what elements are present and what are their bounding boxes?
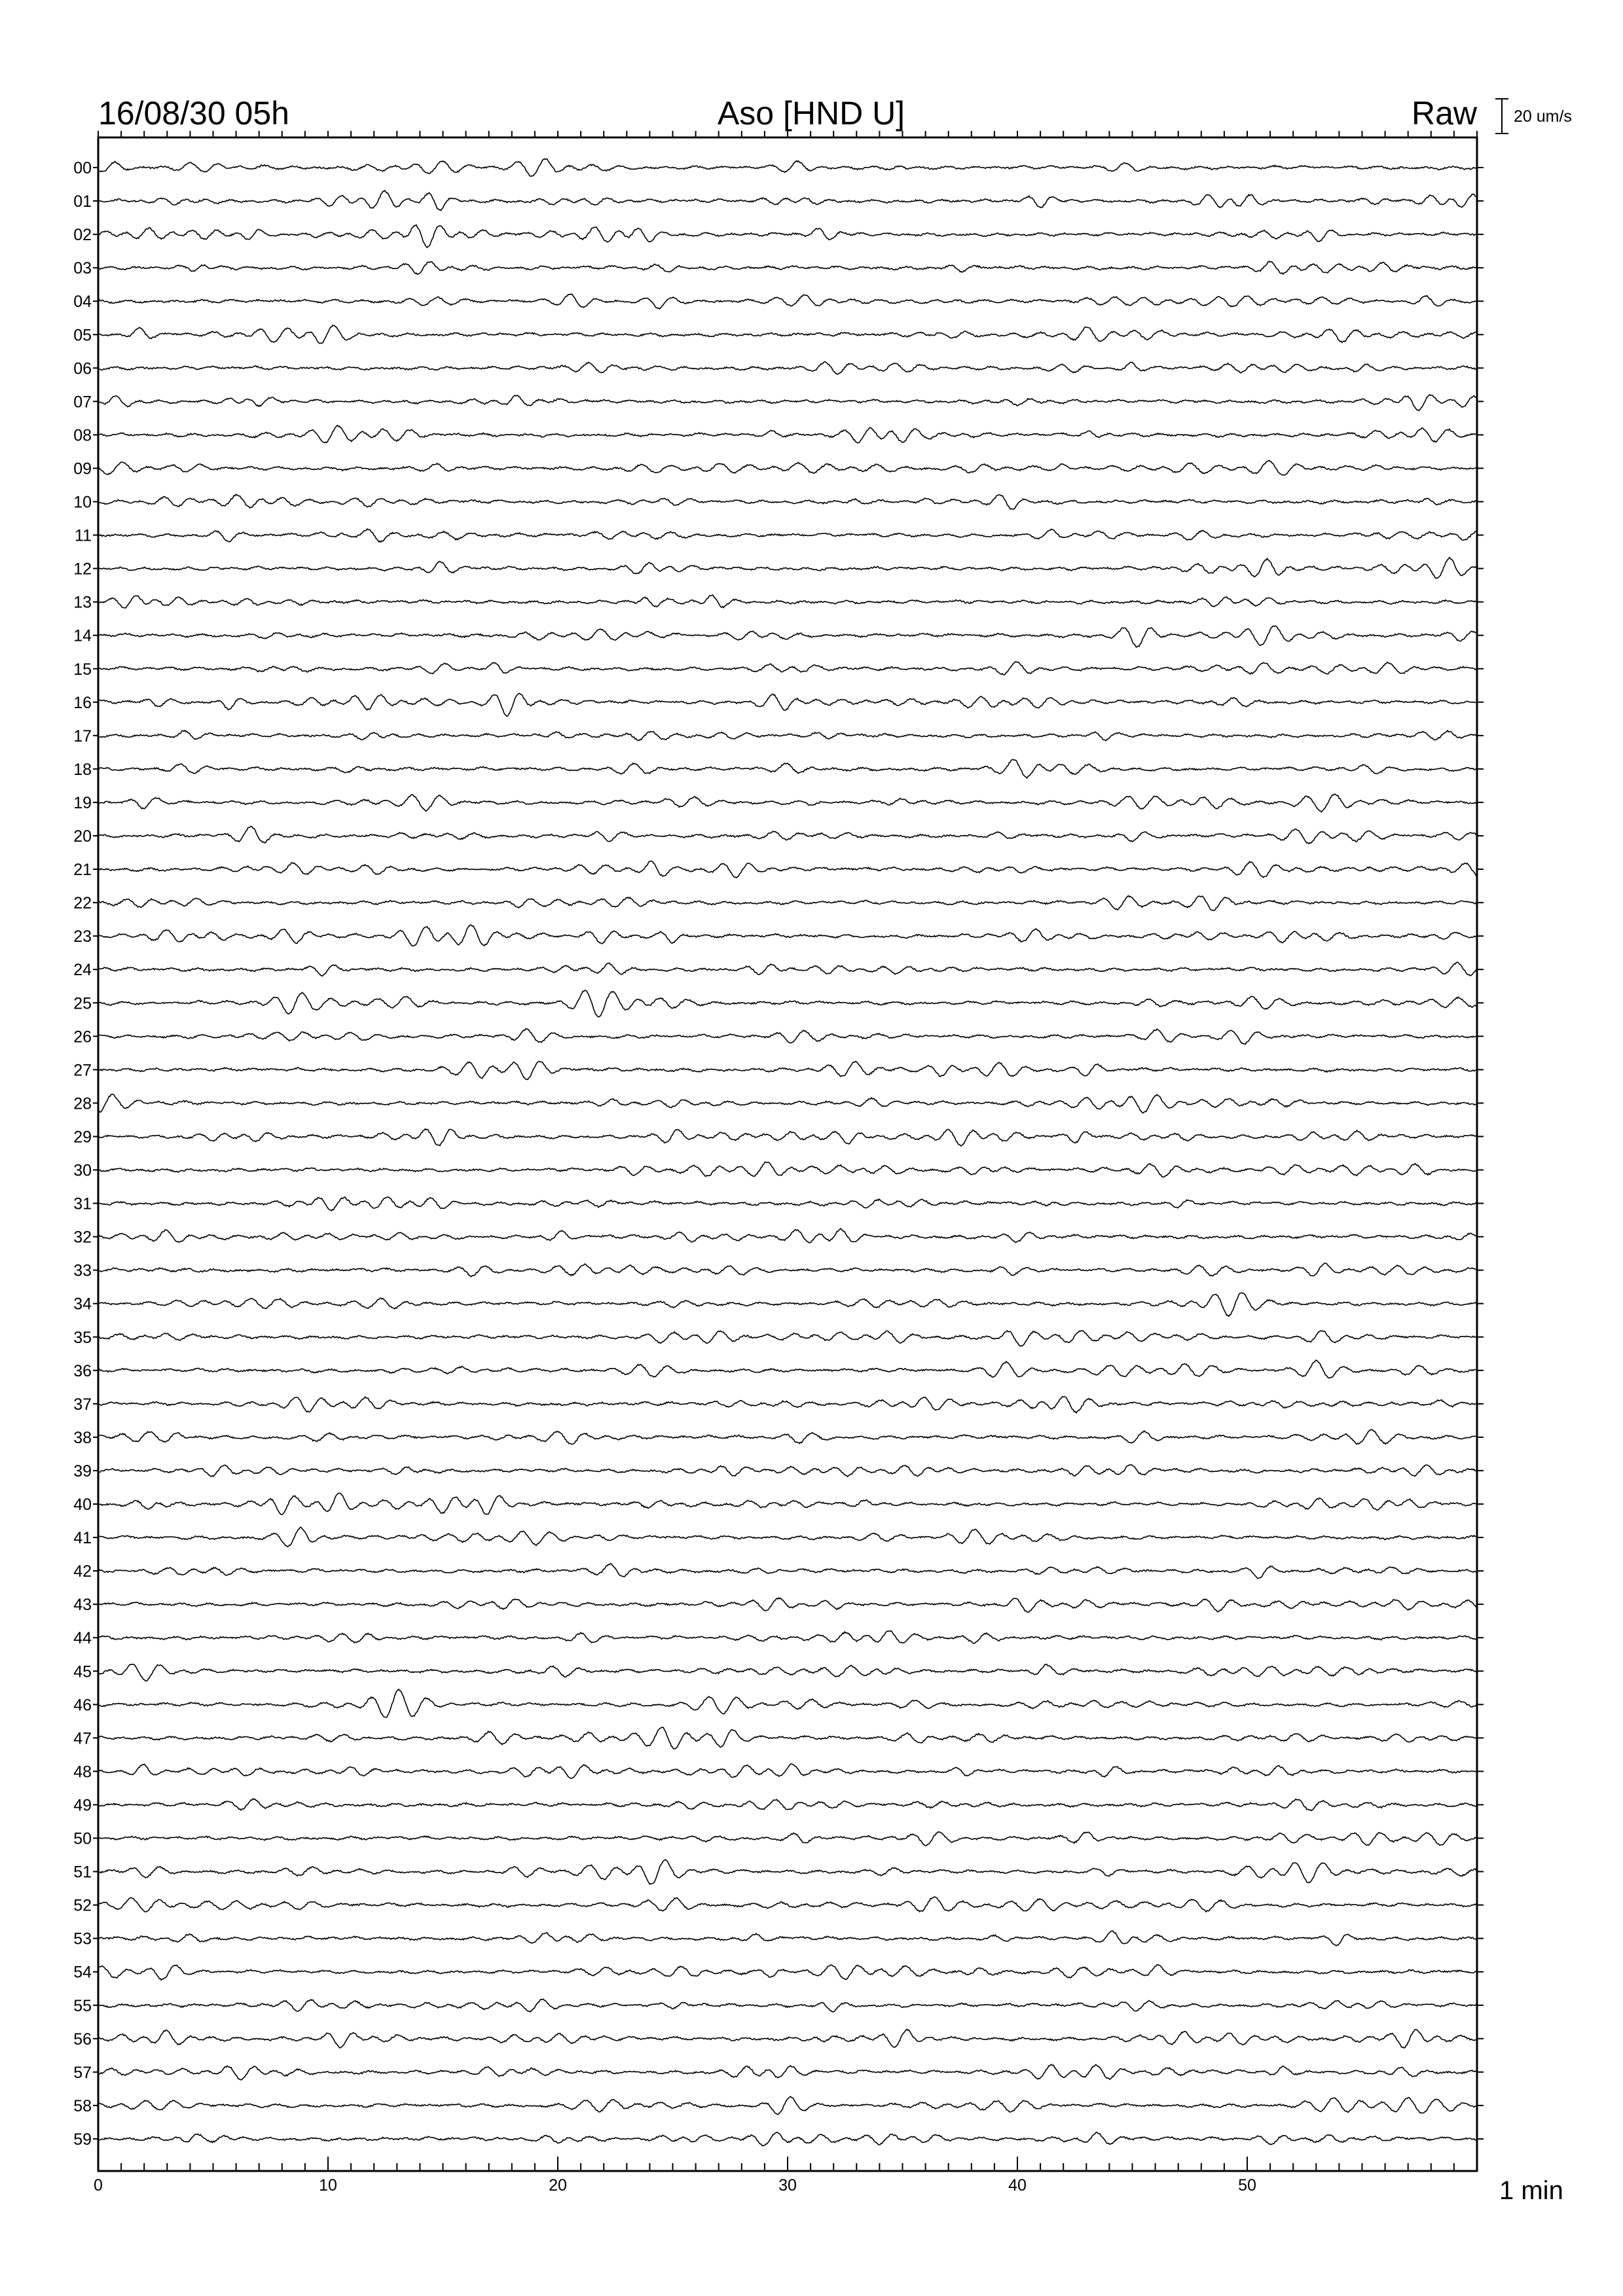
row-label: 30 — [73, 1161, 92, 1180]
row-label: 15 — [73, 660, 92, 679]
row-label: 29 — [73, 1128, 92, 1147]
row-label: 06 — [73, 359, 92, 378]
row-label: 10 — [73, 493, 92, 512]
row-label: 32 — [73, 1228, 92, 1247]
row-label: 47 — [73, 1729, 92, 1748]
row-label: 20 — [73, 827, 92, 846]
station-title: Aso [HND U] — [717, 95, 905, 132]
row-label: 41 — [73, 1529, 92, 1548]
row-label: 04 — [73, 293, 92, 312]
row-label: 11 — [75, 526, 92, 545]
row-label: 09 — [73, 459, 92, 478]
row-label: 05 — [73, 326, 92, 345]
row-label: 55 — [73, 1996, 92, 2015]
row-label: 54 — [73, 1963, 92, 1982]
x-tick-label: 10 — [319, 2176, 337, 2195]
date-label: 16/08/30 05h — [98, 95, 289, 132]
row-label: 13 — [73, 593, 92, 612]
row-label: 22 — [73, 894, 92, 913]
row-label: 19 — [73, 793, 92, 812]
row-label: 17 — [73, 726, 92, 745]
row-label: 48 — [73, 1763, 92, 1782]
row-label: 07 — [73, 393, 92, 412]
row-label: 40 — [73, 1496, 92, 1514]
row-label: 08 — [73, 426, 92, 445]
x-tick-label: 30 — [778, 2176, 797, 2195]
x-tick-label: 0 — [94, 2176, 103, 2195]
row-label: 45 — [73, 1662, 92, 1681]
row-label: 25 — [73, 994, 92, 1013]
row-label: 52 — [73, 1896, 92, 1915]
x-tick-label: 50 — [1238, 2176, 1256, 2195]
row-label: 16 — [73, 693, 92, 712]
row-label: 34 — [73, 1295, 92, 1314]
row-label: 31 — [73, 1194, 92, 1213]
row-label: 39 — [73, 1462, 92, 1480]
row-label: 57 — [73, 2063, 92, 2082]
row-label: 44 — [73, 1629, 92, 1648]
row-label: 26 — [73, 1028, 92, 1047]
row-label: 33 — [73, 1261, 92, 1280]
time-unit-label: 1 min — [1499, 2176, 1563, 2205]
row-label: 23 — [73, 927, 92, 946]
row-label: 42 — [73, 1562, 92, 1581]
row-label: 24 — [73, 961, 92, 980]
row-label: 56 — [73, 2030, 92, 2049]
row-label: 03 — [73, 259, 92, 278]
row-label: 35 — [73, 1328, 92, 1347]
row-label: 46 — [73, 1696, 92, 1715]
row-label: 28 — [73, 1094, 92, 1113]
row-label: 49 — [73, 1796, 92, 1815]
mode-label: Raw — [1411, 95, 1477, 132]
row-label: 01 — [73, 192, 92, 211]
row-label: 37 — [73, 1395, 92, 1414]
row-label: 18 — [73, 760, 92, 779]
row-label: 51 — [73, 1863, 92, 1882]
row-label: 38 — [73, 1428, 92, 1447]
row-label: 53 — [73, 1929, 92, 1948]
row-label: 14 — [73, 626, 92, 645]
row-label: 50 — [73, 1829, 92, 1848]
row-label: 43 — [73, 1596, 92, 1615]
row-label: 00 — [73, 159, 92, 177]
row-label: 12 — [73, 560, 92, 579]
top-minor-ticks — [98, 131, 1477, 137]
x-tick-label: 40 — [1008, 2176, 1027, 2195]
row-label: 21 — [73, 861, 92, 880]
x-tick-label: 20 — [549, 2176, 567, 2195]
row-label: 02 — [73, 226, 92, 245]
scale-bar-label: 20 um/s — [1514, 107, 1572, 126]
row-label: 27 — [73, 1061, 92, 1080]
row-label: 58 — [73, 2096, 92, 2115]
row-label: 59 — [73, 2130, 92, 2149]
row-label: 36 — [73, 1361, 92, 1380]
